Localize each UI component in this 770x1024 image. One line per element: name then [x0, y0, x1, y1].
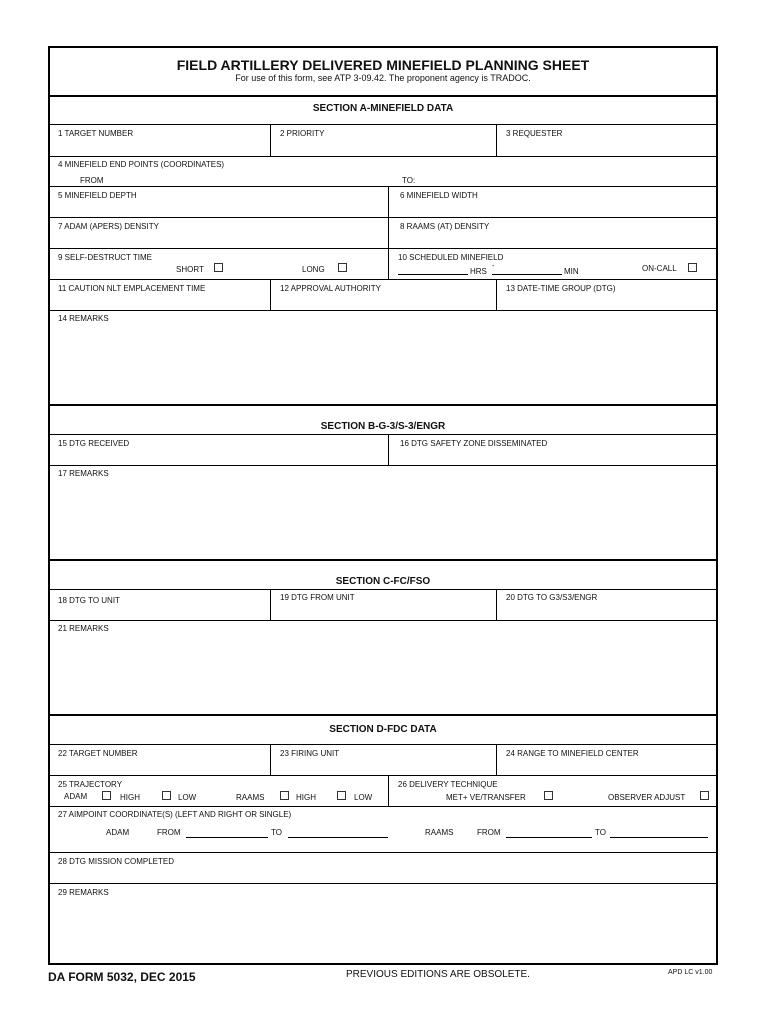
field-minefield-width[interactable]: 6 MINEFIELD WIDTH: [400, 191, 478, 200]
field-caution-nlt[interactable]: 11 CAUTION NLT EMPLACEMENT TIME: [58, 284, 206, 293]
raams-low-label: LOW: [354, 793, 373, 802]
trajectory-raams-label: RAAMS: [236, 793, 265, 802]
hrs-min-dash: -: [492, 263, 495, 270]
adam-high-checkbox[interactable]: [102, 791, 111, 800]
raams-to-label: TO: [595, 828, 606, 837]
field-aimpoint: 27 AIMPOINT COORDINATE(S) (LEFT AND RIGHT OR SINGLE): [58, 810, 292, 819]
field-range-center[interactable]: 24 RANGE TO MINEFIELD CENTER: [506, 749, 639, 758]
section-b-heading: SECTION B-G-3/S-3/ENGR: [320, 421, 446, 432]
field-priority[interactable]: 2 PRIORITY: [280, 129, 325, 138]
field-dtg-received[interactable]: 15 DTG RECEIVED: [58, 439, 130, 448]
end-points-from[interactable]: FROM: [80, 176, 104, 185]
adam-from-input[interactable]: [186, 837, 268, 838]
adam-high-label: HIGH: [120, 793, 140, 802]
aimpoint-adam-label: ADAM: [106, 828, 130, 837]
field-dtg-to-g3[interactable]: 20 DTG TO G3/S3/ENGR: [506, 593, 598, 602]
field-dtg-from-unit[interactable]: 19 DTG FROM UNIT: [280, 593, 355, 602]
field-minefield-depth[interactable]: 5 MINEFIELD DEPTH: [58, 191, 137, 200]
section-a-heading: SECTION A-MINEFIELD DATA: [312, 103, 454, 114]
long-label: LONG: [302, 265, 325, 274]
field-dtg-mission-completed[interactable]: 28 DTG MISSION COMPLETED: [58, 857, 175, 866]
planning-sheet-form: [48, 46, 718, 965]
adam-low-label: LOW: [178, 793, 197, 802]
short-label: SHORT: [176, 265, 204, 274]
field-remarks-17[interactable]: 17 REMARKS: [58, 469, 109, 478]
observer-adjust-checkbox[interactable]: [700, 791, 709, 800]
adam-to-input[interactable]: [288, 837, 388, 838]
end-points-to[interactable]: TO:: [402, 176, 416, 185]
min-label: MIN: [564, 267, 579, 276]
field-dtg[interactable]: 13 DATE-TIME GROUP (DTG): [506, 284, 616, 293]
field-raams-density[interactable]: 8 RAAMS (AT) DENSITY: [400, 222, 490, 231]
long-checkbox[interactable]: [338, 263, 347, 272]
divider: [50, 95, 716, 97]
adam-low-checkbox[interactable]: [162, 791, 171, 800]
field-scheduled-minefield: 10 SCHEDULED MINEFIELD: [398, 253, 504, 262]
raams-to-input[interactable]: [610, 837, 708, 838]
raams-low-checkbox[interactable]: [337, 791, 346, 800]
trajectory-adam-label: ADAM: [64, 792, 88, 801]
raams-high-checkbox[interactable]: [280, 791, 289, 800]
divider: [50, 124, 716, 125]
on-call-label: ON-CALL: [642, 264, 677, 273]
observer-adjust-label: OBSERVER ADJUST: [608, 793, 686, 802]
adam-to-label: TO: [271, 828, 282, 837]
field-target-number[interactable]: 1 TARGET NUMBER: [58, 129, 134, 138]
field-delivery-technique: 26 DELIVERY TECHNIQUE: [398, 780, 498, 789]
field-approval-authority[interactable]: 12 APPROVAL AUTHORITY: [280, 284, 381, 293]
raams-from-input[interactable]: [506, 837, 592, 838]
adam-from-label: FROM: [157, 828, 181, 837]
aimpoint-raams-label: RAAMS: [425, 828, 454, 837]
apd-version: APD LC v1.00: [668, 969, 713, 976]
on-call-checkbox[interactable]: [688, 263, 697, 272]
field-dtg-to-unit[interactable]: 18 DTG TO UNIT: [58, 596, 120, 605]
field-trajectory: 25 TRAJECTORY: [58, 780, 123, 789]
form-subtitle: For use of this form, see ATP 3-09.42. The proponent agency is TRADOC.: [235, 73, 531, 83]
field-adam-density[interactable]: 7 ADAM (APERS) DENSITY: [58, 222, 159, 231]
hrs-input[interactable]: [398, 274, 468, 275]
met-ve-label: MET+ VE/TRANSFER: [446, 793, 526, 802]
min-input[interactable]: [492, 274, 562, 275]
raams-from-label: FROM: [477, 828, 501, 837]
field-dtg-safety-zone[interactable]: 16 DTG SAFETY ZONE DISSEMINATED: [400, 439, 548, 448]
field-remarks-21[interactable]: 21 REMARKS: [58, 624, 109, 633]
section-d-heading: SECTION D-FDC DATA: [329, 724, 437, 735]
form-title: FIELD ARTILLERY DELIVERED MINEFIELD PLANNING SHEET: [176, 57, 590, 73]
hrs-label: HRS: [470, 267, 487, 276]
field-firing-unit[interactable]: 23 FIRING UNIT: [280, 749, 340, 758]
field-remarks-29[interactable]: 29 REMARKS: [58, 888, 109, 897]
field-self-destruct: 9 SELF-DESTRUCT TIME: [58, 253, 152, 262]
section-c-heading: SECTION C-FC/FSO: [335, 576, 431, 587]
raams-high-label: HIGH: [296, 793, 316, 802]
form-number: DA FORM 5032, DEC 2015: [48, 970, 196, 984]
field-remarks-14[interactable]: 14 REMARKS: [58, 314, 109, 323]
field-target-number-22[interactable]: 22 TARGET NUMBER: [58, 749, 138, 758]
short-checkbox[interactable]: [214, 263, 223, 272]
met-ve-checkbox[interactable]: [544, 791, 553, 800]
field-end-points: 4 MINEFIELD END POINTS (COORDINATES): [58, 160, 225, 169]
previous-editions-note: PREVIOUS EDITIONS ARE OBSOLETE.: [346, 969, 530, 980]
field-requester[interactable]: 3 REQUESTER: [506, 129, 563, 138]
